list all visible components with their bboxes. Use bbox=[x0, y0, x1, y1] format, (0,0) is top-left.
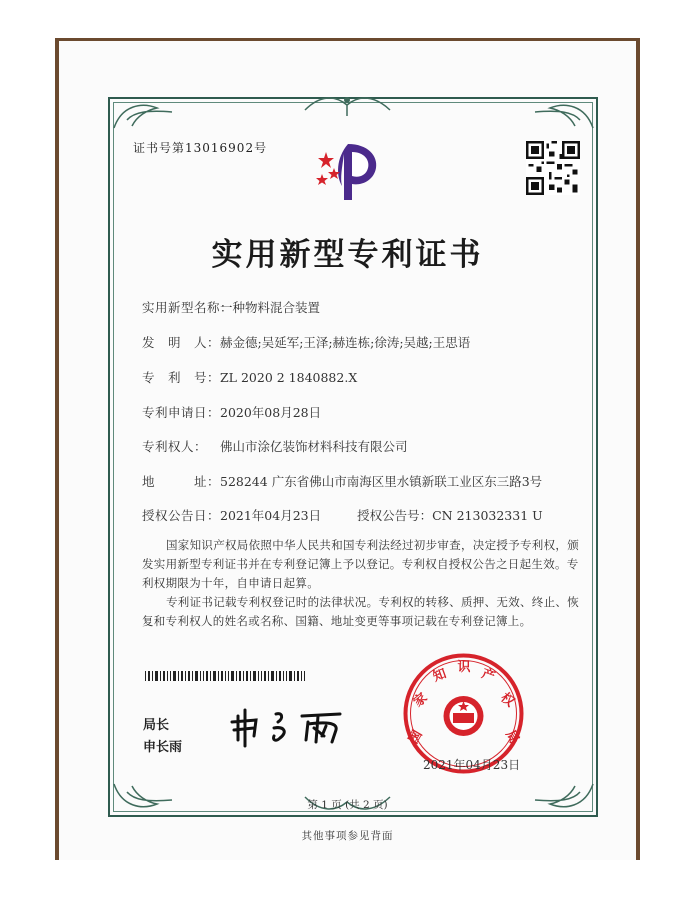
cnipa-logo-icon bbox=[312, 138, 384, 206]
field-value: 赫金德;吴延军;王泽;赫连栋;徐涛;吴越;王思语 bbox=[220, 335, 471, 350]
field-label: 地 址： bbox=[142, 474, 221, 489]
field-patentee bbox=[142, 437, 408, 455]
svg-text:局: 局 bbox=[502, 727, 522, 747]
field-value: 2020年08月28日 bbox=[220, 405, 322, 420]
field-label: 专利申请日： bbox=[142, 405, 221, 420]
field-value: ZL 2020 2 1840882.X bbox=[220, 370, 358, 385]
barcode bbox=[145, 671, 305, 681]
field-value: 528244 广东省佛山市南海区里水镇新联工业区东三路3号 bbox=[220, 474, 543, 489]
seal-date: 2021年04月23日 bbox=[423, 758, 521, 772]
field-value: 一种物料混合装置 bbox=[220, 300, 321, 315]
svg-text:知: 知 bbox=[431, 666, 449, 685]
ornament-top-center bbox=[300, 90, 395, 120]
certificate-title: 实用新型专利证书 bbox=[211, 237, 484, 273]
svg-text:识: 识 bbox=[457, 660, 471, 675]
footer-note: 其他事项参见背面 bbox=[301, 830, 394, 842]
announcement-number: CN 213032331 U bbox=[432, 508, 543, 523]
field-label: 实用新型名称： bbox=[142, 300, 234, 315]
field-inventors bbox=[142, 333, 470, 351]
field-label: 发 明 人： bbox=[142, 335, 221, 350]
paragraph-grant: 国家知识产权局依照中华人民共和国专利法经过初步审查，决定授予专利权，颁发实用新型专利证书并在专利登记簿上予以登记。专利权自授权公告之日起生效。专利权期限为十年，自申请日起算。 bbox=[142, 538, 579, 590]
svg-text:权: 权 bbox=[497, 690, 518, 711]
field-value: 佛山市涂亿装饰材料科技有限公司 bbox=[220, 439, 408, 454]
announcement-number-label: 授权公告号： bbox=[357, 508, 433, 523]
svg-text:家: 家 bbox=[410, 690, 431, 711]
director-name: 申长雨 bbox=[143, 740, 183, 755]
certificate-number: 证书号第13016902号 bbox=[133, 141, 268, 155]
field-label: 专 利 号： bbox=[142, 370, 221, 385]
paragraph-legal-status: 专利证书记载专利权登记时的法律状况。专利权的转移、质押、无效、终止、恢复和专利权人的姓名或名称、国籍、地址变更等事项记载在专利登记簿上。 bbox=[142, 595, 579, 628]
announcement-date-label: 授权公告日： bbox=[142, 508, 221, 523]
field-application-date bbox=[142, 403, 321, 421]
announcement-date: 2021年04月23日 bbox=[220, 508, 322, 523]
director-title: 局长 bbox=[143, 718, 170, 733]
ornament-top-right bbox=[525, 100, 595, 130]
handwritten-signature bbox=[228, 706, 358, 748]
page-indicator: 第 1 页 (共 2 页) bbox=[307, 799, 388, 811]
ornament-top-left bbox=[112, 100, 182, 130]
field-utility-model-name bbox=[142, 298, 320, 316]
field-announcement bbox=[142, 506, 543, 524]
field-address bbox=[142, 472, 542, 490]
svg-text:产: 产 bbox=[479, 666, 497, 685]
field-patent-number bbox=[142, 368, 357, 386]
svg-text:国: 国 bbox=[406, 727, 426, 747]
field-label: 专利权人： bbox=[142, 439, 208, 454]
qr-code bbox=[526, 141, 580, 195]
